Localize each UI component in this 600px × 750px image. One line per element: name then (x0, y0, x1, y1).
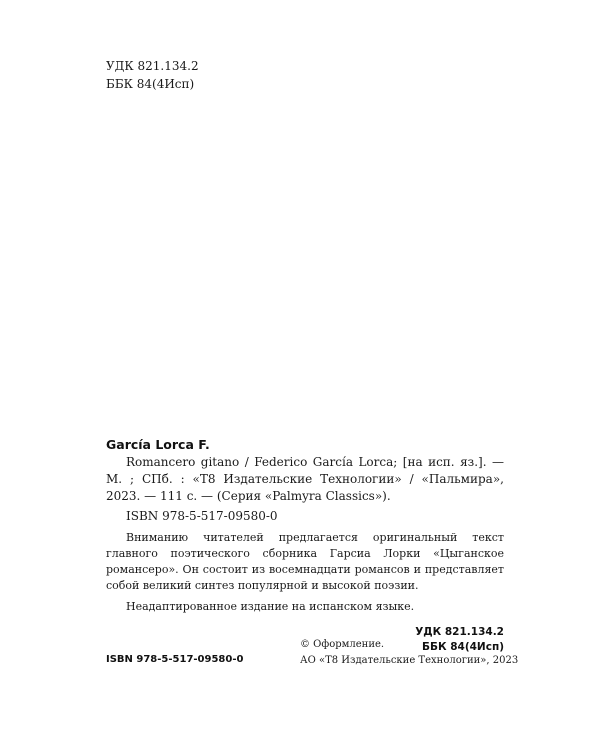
edition-note: Неадаптированное издание на испанском языке. (126, 600, 415, 613)
author-heading: García Lorca F. (106, 437, 210, 452)
annotation-text: Вниманию читателей предлагается оригинальный текст главного поэтического сборника Гарсиа Лорки «Цыганское романсеро». Он состоит из восемнадцати романсов и представляет собой великий синтез популярной и высокой поэзии. (106, 531, 504, 592)
top-classification-codes (106, 57, 199, 93)
copyright-block (300, 637, 519, 669)
card-udk-code: УДК 821.134.2 (415, 626, 504, 638)
copyright-line-2: АО «Т8 Издательские Технологии», 2023 (300, 655, 519, 666)
catalog-card (106, 436, 504, 655)
card-isbn: ISBN 978-5-517-09580-0 (126, 509, 278, 523)
footer-isbn: ISBN 978-5-517-09580-0 (106, 654, 244, 665)
udk-code: УДК 821.134.2 (106, 59, 199, 73)
bibliographic-description: Romancero gitano / Federico García Lorca; [на исп. яз.]. — М. ; СПб. : «Т8 Издательские Технологии» / «Пальмира», 2023. — 111 с. — (Серия «Palmyra Classics»). (106, 455, 504, 503)
copyright-line-1: © Оформление. (300, 639, 385, 650)
bbk-code: ББК 84(4Исп) (106, 77, 195, 91)
card-bbk-code: ББК 84(4Исп) (421, 641, 504, 653)
